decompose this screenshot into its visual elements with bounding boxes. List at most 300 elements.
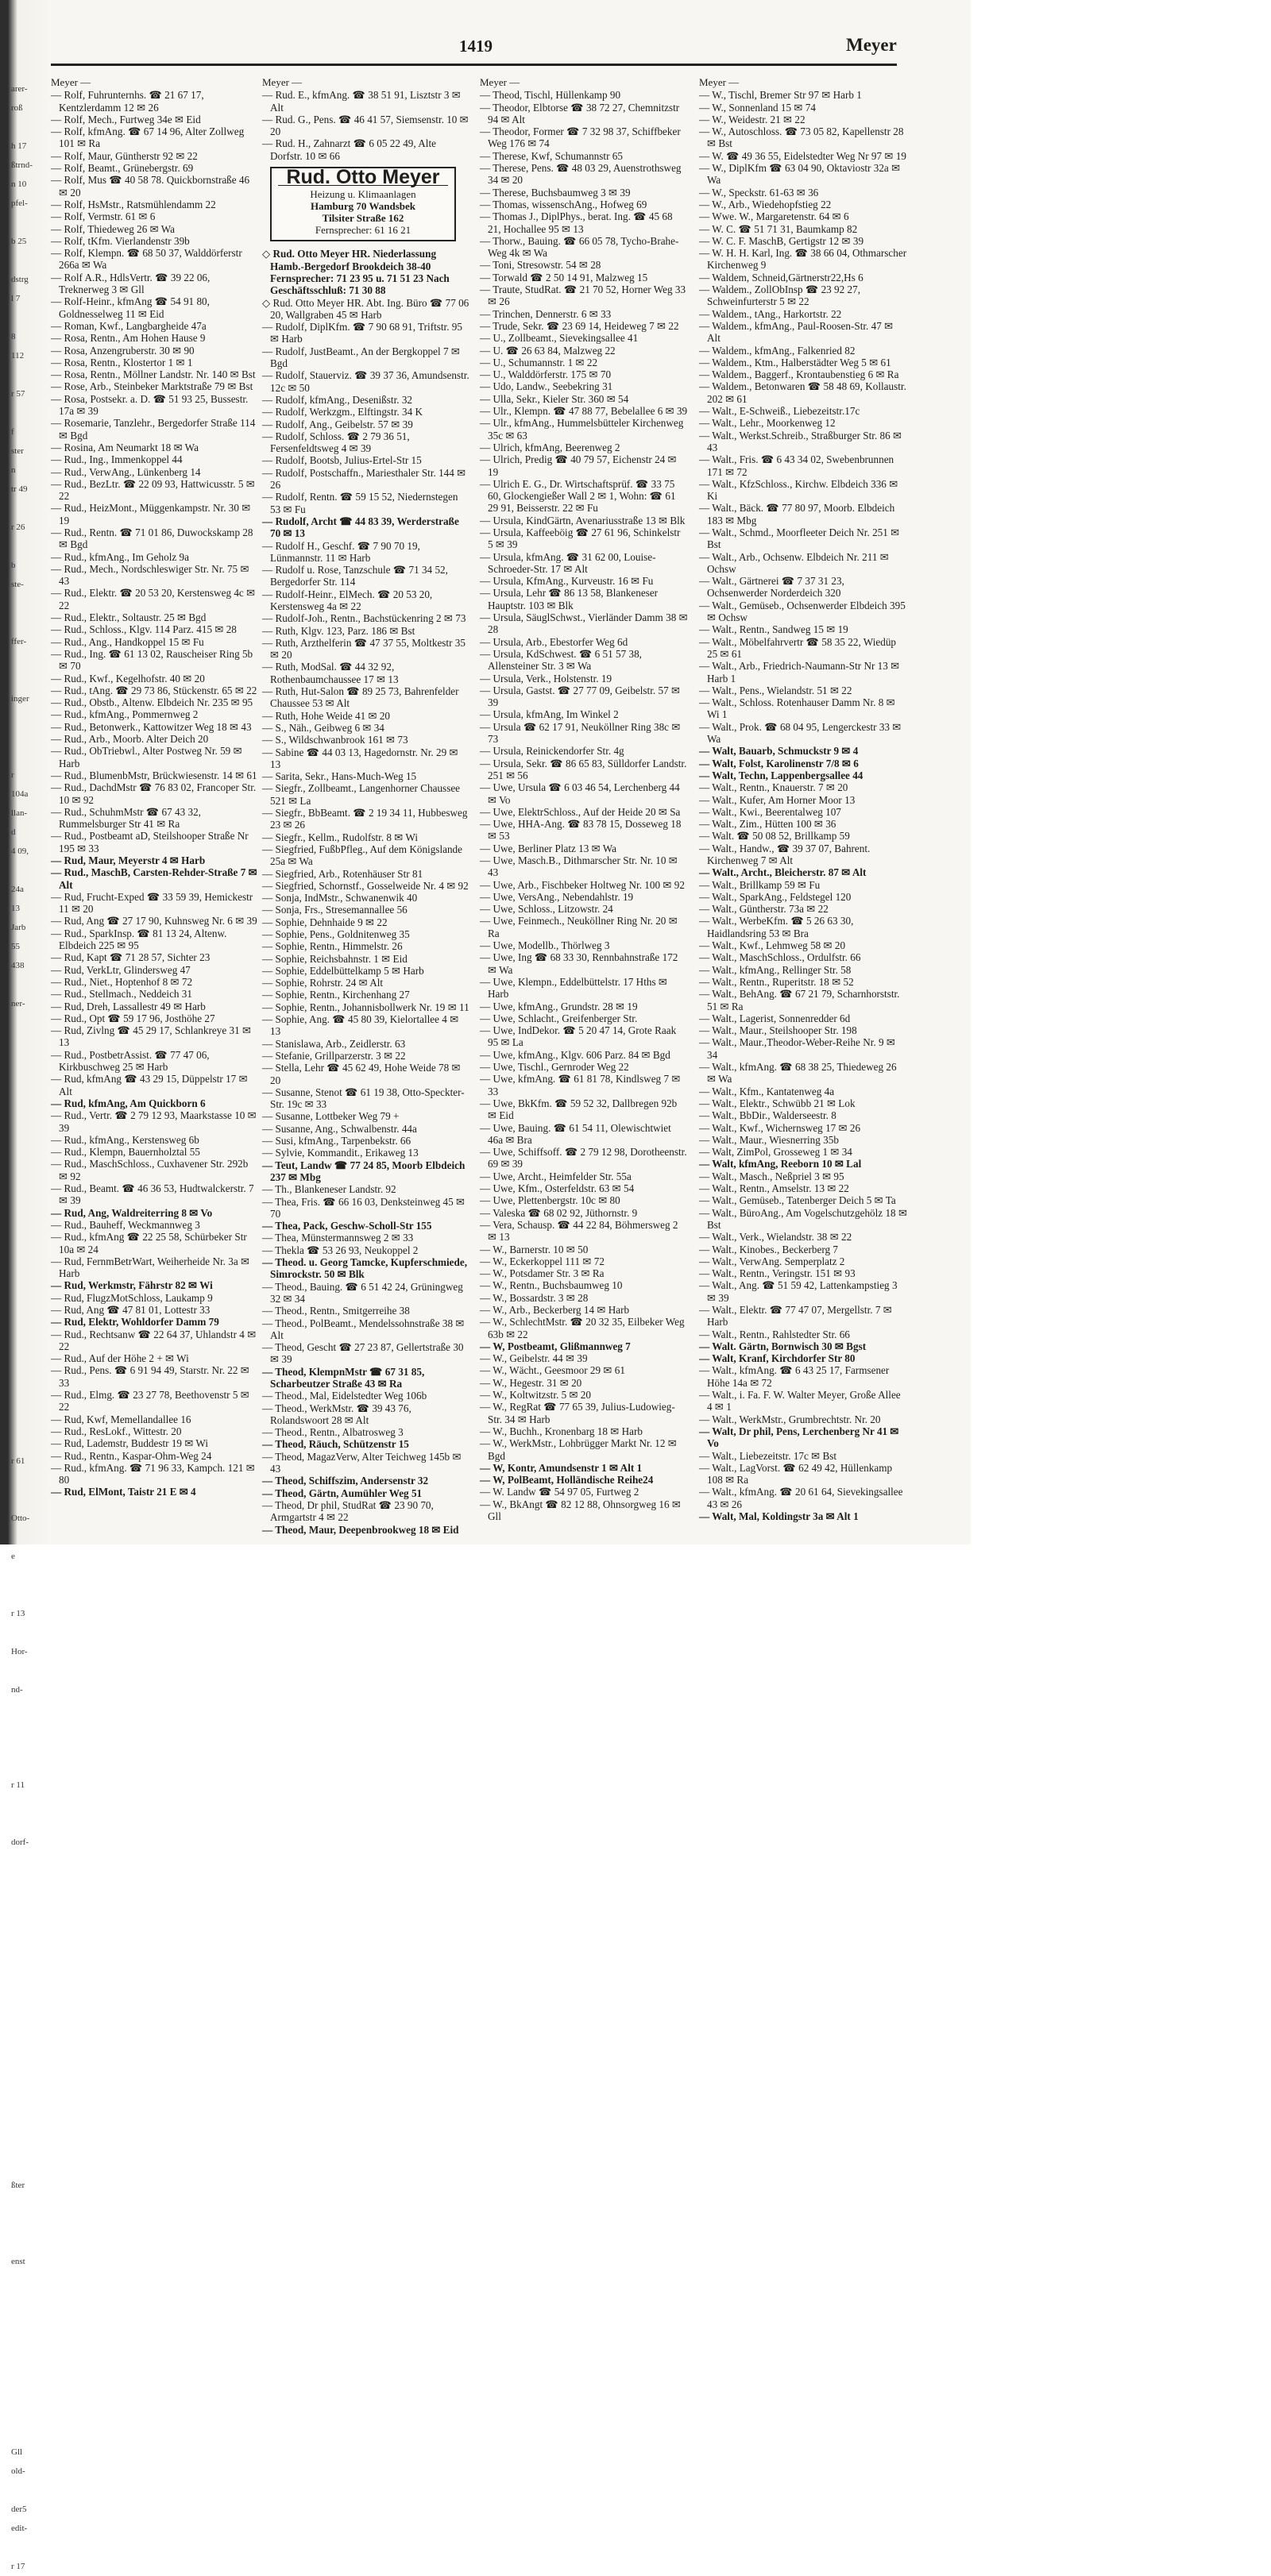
directory-entry: — Ulrich, Predig ☎ 40 79 57, Eichenstr 24 ✉ 19	[480, 453, 677, 478]
directory-entry: — Theod. u. Georg Tamcke, Kupferschmiede, Simrockstr. 50 ✉ Blk	[262, 1256, 468, 1281]
directory-entry: — Walt., Maur., Wiesnerring 35b	[699, 1133, 839, 1146]
directory-entry: — Ursula, Arb., Ebestorfer Weg 6d	[480, 635, 628, 648]
directory-entry: — Uwe, Feinmech., Neuköllner Ring Nr. 20 ✉ Ra	[480, 915, 678, 939]
directory-entry: — Thorw., Bauing. ☎ 66 05 78, Tycho-Brahe-Weg 4k ✉ Wa	[480, 234, 679, 260]
directory-entry: — Walt., Elektr., Schwübb 21 ✉ Lok	[699, 1097, 856, 1109]
gutter-fragment: r 17	[11, 2562, 25, 2571]
gutter-fragment: ßtrnd-	[11, 160, 33, 170]
gutter-fragment	[11, 2023, 49, 2042]
directory-entry: — Ulrich, kfmAng, Beerenweg 2	[480, 441, 620, 453]
directory-entry: — Ursula, Verk., Holstenstr. 19	[480, 672, 612, 684]
gutter-fragment: tr 49	[11, 484, 28, 494]
gutter-fragment: edit-	[11, 2524, 28, 2533]
directory-entry: — Waldem., kfmAng., Paul-Roosen-Str. 47 ✉ Alt	[699, 319, 894, 345]
directory-entry: — Rud., Stellmach., Neddeich 31	[51, 988, 192, 1001]
directory-entry: — Rudolf, DiplKfm. ☎ 7 90 68 91, Triftstr. 95 ✉ Harb	[262, 321, 462, 345]
gutter-fragment: l 7	[11, 294, 21, 303]
directory-entry: — Siegfr., Kellm., Rudolfstr. 8 ✉ Wi	[262, 831, 418, 843]
directory-entry: — Walt, Bauarb, Schmuckstr 9 ✉ 4	[699, 745, 859, 758]
directory-entry: — Valeska ☎ 68 02 92, Jüthornstr. 9	[480, 1206, 638, 1219]
directory-entry: — Rud., Niet., Hoptenhof 8 ✉ 72	[51, 975, 193, 988]
gutter-fragment	[11, 1185, 49, 1204]
directory-entry: — Therese, Kwf, Schumannstr 65	[480, 149, 623, 162]
directory-entry: — Rudolf, Ang., Geibelstr. 57 ✉ 39	[262, 418, 413, 430]
gutter-fragment	[11, 1490, 49, 1509]
gutter-fragment	[11, 1394, 49, 1413]
gutter-fragment	[11, 2404, 49, 2424]
column-head: Meyer —	[480, 76, 520, 88]
directory-entry: — Rosa, Postsekr. a. D. ☎ 51 93 25, Bussestr. 17a ✉ 39	[51, 392, 249, 418]
gutter-fragment	[11, 1623, 49, 1642]
directory-entry: — Walt., Lagerist, Sonnenredder 6d	[699, 1012, 851, 1024]
gutter-fragment	[11, 2233, 49, 2252]
gutter-fragment: r 57	[11, 389, 25, 399]
directory-entry: — Ruth, Hut-Salon ☎ 89 25 73, Bahrenfelder Chaussee 53 ✉ Alt	[262, 685, 459, 710]
directory-entry: — Ruth, Arzthelferin ☎ 47 37 55, Moltkestr 35 ✉ 20	[262, 636, 466, 661]
directory-entry: — Sophie, Pens., Goldnitenweg 35	[262, 928, 410, 940]
gutter-fragment	[11, 1147, 49, 1166]
directory-entry: — Rud., BezLtr. ☎ 22 09 93, Hattwicusstr. 5 ✉ 22	[51, 477, 255, 503]
gutter-fragment	[11, 1280, 49, 1299]
directory-entry: — Walt., Maur., Steilshooper Str. 198	[699, 1024, 857, 1037]
directory-entry: — Rud., ResLokf., Wittestr. 20	[51, 1425, 182, 1437]
directory-entry: — Waldem., ZollObInsp ☎ 23 92 27, Schweinfurterstr 5 ✉ 22	[699, 283, 861, 308]
binding-gutter	[0, 0, 49, 2571]
directory-entry: — Ursula, kfmAng, Im Winkel 2	[480, 708, 619, 721]
directory-entry: — Walt., WerbeKfm. ☎ 5 26 63 30, Haidlandsring 53 ✉ Bra	[699, 915, 854, 939]
column-2	[262, 76, 470, 1537]
gutter-fragment	[11, 1890, 49, 1909]
directory-entry: — Theod, Maur, Deepenbrookweg 18 ✉ Eid	[262, 1523, 459, 1536]
directory-entry: — S., Näh., Geibweg 6 ✉ 34	[262, 721, 384, 734]
directory-entry: — Walt. ☎ 50 08 52, Brillkamp 59	[699, 830, 850, 843]
directory-entry: — Walt, kfmAng, Reeborn 10 ✉ Lal	[699, 1158, 862, 1170]
directory-entry: — Walt., Möbelfahrvertr ☎ 58 35 22, Wiedüp 25 ✉ 61	[699, 635, 897, 660]
directory-entry: — Sylvie, Kommandit., Erikaweg 13	[262, 1147, 419, 1159]
directory-entry: — Sophie, Rohrstr. 24 ✉ Alt	[262, 977, 384, 989]
directory-entry: — Walt, Mal, Koldingstr 3a ✉ Alt 1	[699, 1510, 859, 1523]
gutter-fragment	[11, 251, 49, 270]
directory-entry: — Stefanie, Grillparzerstr. 3 ✉ 22	[262, 1049, 406, 1062]
directory-entry: — Walt., Gärtnerei ☎ 7 37 31 23, Ochsenwerder Norderdeich 320	[699, 575, 844, 600]
directory-entry: — Uwe, Berliner Platz 13 ✉ Wa	[480, 842, 616, 854]
directory-entry: — Walt., Rentn., Amselstr. 13 ✉ 22	[699, 1182, 849, 1195]
gutter-fragment	[11, 1070, 49, 1089]
directory-entry: — Ursula, KfmAng., Kurveustr. 16 ✉ Fu	[480, 575, 654, 588]
directory-entry: — Rolf A.R., HdlsVertr. ☎ 39 22 06, Treknerweg 3 ✉ Gll	[51, 271, 211, 296]
directory-entry: — Uwe, HHA-Ang. ☎ 83 78 15, Dosseweg 18 ✉ 53	[480, 818, 682, 843]
directory-entry: — Rolf-Heinr., kfmAng ☎ 54 91 80, Goldnesselweg 11 ✉ Eid	[51, 295, 210, 320]
directory-entry: — Walt, Folst, Karolinenstr 7/8 ✉ 6	[699, 757, 859, 769]
gutter-fragment	[11, 1242, 49, 1261]
directory-entry: — Rudolf-Heinr., ElMech. ☎ 20 53 20, Kerstensweg 4a ✉ 22	[262, 588, 433, 612]
gutter-fragment: enst	[11, 2257, 25, 2266]
gutter-fragment	[11, 403, 49, 422]
directory-entry: — W., Eckerkoppel 111 ✉ 72	[480, 1255, 605, 1267]
gutter-fragment	[11, 213, 49, 232]
directory-entry: — Ruth, ModSal. ☎ 44 32 92, Rothenbaumchaussee 17 ✉ 13	[262, 661, 399, 685]
directory-entry: — Rud, ElMont, Taistr 21 E ✉ 4	[51, 1486, 196, 1498]
directory-entry: — Rudolf, Archt ☎ 44 83 39, Werderstraße 70 ✉ 13	[262, 515, 459, 540]
gutter-fragment: n 10	[11, 179, 27, 189]
directory-entry: — W., Sonnenland 15 ✉ 74	[699, 101, 816, 114]
gutter-fragment	[11, 2119, 49, 2138]
directory-entry: — Walt., Arb., Friedrich-Naumann-Str Nr 13 ✉ Harb 1	[699, 660, 900, 684]
directory-entry: — Rudolf H., Geschf. ☎ 7 90 70 19, Lünmannstr. 11 ✉ Harb	[262, 539, 420, 564]
directory-entry: — Rud., tAng. ☎ 29 73 86, Stückenstr. 65 ✉ 22	[51, 684, 257, 696]
directory-entry: — Rud, Ang ☎ 47 81 01, Lottestr 33	[51, 1303, 211, 1316]
directory-entry: — Ursula, KindGärtn, Avenariusstraße 13 ✉ Blk	[480, 514, 686, 526]
directory-entry: — Rud., Rentn., Kaspar-Ohm-Weg 24	[51, 1449, 212, 1462]
directory-entry: — Walt., Rentn., Ruperitstr. 18 ✉ 52	[699, 975, 854, 988]
directory-entry: — Rud., Beamt. ☎ 46 36 53, Hudtwalckerstr. 7 ✉ 39	[51, 1182, 254, 1207]
directory-entry: — Walt., Kinobes., Beckerberg 7	[699, 1243, 838, 1255]
directory-entry: — Theod., Rentn., Smitgerreihe 38	[262, 1305, 410, 1317]
directory-entry: — Uwe, Schlacht., Greifenberger Str.	[480, 1012, 638, 1024]
directory-entry: — Udo, Landw., Seebekring 31	[480, 380, 613, 393]
directory-entry: — Theod, Dr phil, StudRat ☎ 23 90 70, Armgartstr 4 ✉ 22	[262, 1498, 434, 1524]
gutter-fragment	[11, 1528, 49, 1547]
directory-entry: — Walt., Kwf., Wichernsweg 17 ✉ 26	[699, 1121, 861, 1134]
gutter-fragment: 112	[11, 351, 25, 361]
directory-entry: — Walt., Kwi., Beerentalweg 107	[699, 805, 841, 818]
directory-entry: — Walt., Schmd., Moorfleeter Deich Nr. 251 ✉ Bst	[699, 526, 900, 551]
directory-entry: — Walt., SparkAng., Feldstegel 120	[699, 890, 852, 903]
directory-entry: — Stella, Lehr ☎ 45 62 49, Hohe Weide 78 ✉ 20	[262, 1062, 461, 1086]
directory-entry: — Sophie, Rentn., Johannisbollwerk Nr. 19 ✉ 11	[262, 1001, 469, 1013]
directory-entry: — Walt., Lehr., Moorkenweg 12	[699, 417, 836, 430]
gutter-fragment: r	[11, 770, 14, 780]
directory-entry: — Uwe, kfmAng., Grundstr. 28 ✉ 19	[480, 1000, 638, 1012]
directory-entry: — W., SchlechtMstr. ☎ 20 32 35, Eilbeker Weg 63b ✉ 22	[480, 1316, 685, 1340]
directory-entry: — Sophie, Reichsbahnstr. 1 ✉ Eid	[262, 952, 408, 965]
gutter-fragment	[11, 499, 49, 518]
directory-entry: — Waldem., Baggerf., Krontaubenstieg 6 ✉ Ra	[699, 368, 899, 381]
directory-entry: — Uwe, Archt., Heimfelder Str. 55a	[480, 1170, 632, 1182]
directory-entry: — Walt, ZimPol, Grosseweg 1 ✉ 34	[699, 1146, 852, 1159]
column-1	[51, 76, 259, 1537]
directory-entry: — Ruth, Hohe Weide 41 ✉ 20	[262, 709, 391, 722]
directory-entry: — Walt., KfzSchloss., Kirchw. Elbdeich 336 ✉ Ki	[699, 477, 898, 503]
gutter-fragment	[11, 1757, 49, 1776]
directory-entry: — Rosa, Rentn., Klostertor 1 ✉ 1	[51, 356, 193, 368]
gutter-fragment: 104a	[11, 789, 29, 799]
directory-entry: — Rud, kfmAng ☎ 43 29 15, Düppelstr 17 ✉ Alt	[51, 1073, 248, 1097]
directory-entry: — Uwe, kfmAng. ☎ 61 81 78, Kindlsweg 7 ✉ 33	[480, 1073, 681, 1097]
directory-entry: — W. ☎ 49 36 55, Eidelstedter Weg Nr 97 ✉ 19	[699, 149, 906, 162]
gutter-fragment	[11, 2538, 49, 2557]
directory-entry: — Theodor, Former ☎ 7 32 98 37, Schiffbeker Weg 176 ✉ 74	[480, 125, 681, 150]
directory-entry: — Ursula ☎ 62 17 91, Neuköllner Ring 38c ✉ 73	[480, 720, 681, 746]
directory-entry: — Walt., Ang. ☎ 51 59 42, Lattenkampstieg 3 ✉ 39	[699, 1279, 898, 1304]
gutter-fragment	[11, 1661, 49, 1680]
directory-entry: — Walt., E-Schweiß., Liebezeitstr.17c	[699, 405, 860, 418]
directory-entry: — Walt., Kfm., Kantatenweg 4a	[699, 1085, 835, 1097]
entry-list	[699, 89, 907, 1522]
directory-entry: — Uwe, Tischl., Gernroder Weg 22	[480, 1061, 629, 1074]
directory-entry: — Walt., Schloss. Rotenhauser Damm Nr. 8 ✉ Wi 1	[699, 696, 895, 721]
directory-entry: — Rud., SparkInsp. ☎ 81 13 24, Altenw. Elbdeich 225 ✉ 95	[51, 927, 227, 952]
directory-entry: — Rolf, Thiedeweg 26 ✉ Wa	[51, 222, 176, 235]
directory-entry: — Uwe, Plettenbergstr. 10c ✉ 80	[480, 1194, 620, 1207]
directory-entry: — Rud., Auf der Höhe 2 + ✉ Wi	[51, 1352, 189, 1365]
page-number: 1419	[459, 37, 493, 56]
directory-entry: — Wwe. W., Margaretenstr. 64 ✉ 6	[699, 210, 849, 223]
directory-entry: — Rudolf, JustBeamt., An der Bergkoppel 7 ✉ Bgd	[262, 345, 460, 370]
directory-entry: — Rolf, kfmAng. ☎ 67 14 96, Alter Zollweg 101 ✉ Ra	[51, 125, 245, 150]
directory-entry: — Walt., Archt., Bleicherstr. 87 ✉ Alt	[699, 866, 867, 879]
directory-entry: — Uwe, Arb., Fischbeker Holtweg Nr. 100 ✉ 92	[480, 878, 685, 891]
directory-entry: — Rose, Arb., Steinbeker Marktstraße 79 ✉ Bst	[51, 380, 253, 393]
directory-entry: — Rud, Kwf, Memellandallee 16	[51, 1413, 191, 1425]
directory-entry: — Rud., Mech., Nordschleswiger Str. Nr. 75 ✉ 43	[51, 562, 249, 588]
header-rule	[51, 64, 897, 66]
directory-entry: — Rudolf-Joh., Rentn., Bachstückenring 2 ✉ 73	[262, 612, 466, 625]
directory-entry: — Waldem., tAng., Harkortstr. 22	[699, 307, 842, 320]
directory-entry: — W. H. H. Karl, Ing. ☎ 38 66 04, Othmarscher Kirchenweg 9	[699, 247, 907, 272]
gutter-fragment	[11, 537, 49, 556]
directory-entry: — Rud., MaschB, Carsten-Rehder-Straße 7 ✉ Alt	[51, 866, 257, 891]
column-4	[699, 76, 907, 1537]
directory-entry: — W., Wächt., Geesmoor 29 ✉ 61	[480, 1364, 625, 1377]
gutter-fragment	[11, 670, 49, 689]
gutter-fragment: der5	[11, 2505, 27, 2514]
gutter-fragment	[11, 727, 49, 746]
gutter-fragment: inger	[11, 694, 29, 704]
directory-entry: — Walt., Rentn., Sandweg 15 ✉ 19	[699, 623, 848, 636]
directory-entry: — Rud, Lademstr, Buddestr 19 ✉ Wi	[51, 1437, 209, 1450]
directory-entry: — Rudolf, kfmAng., Desenißstr. 32	[262, 393, 413, 406]
directory-entry: — Walt., BbDir., Walderseestr. 8	[699, 1109, 836, 1122]
directory-entry: — Rud., kfmAng. ☎ 71 96 33, Kampch. 121 ✉ 80	[51, 1461, 255, 1487]
column-head: Meyer —	[262, 76, 303, 88]
gutter-fragment	[11, 2061, 49, 2080]
gutter-fragment: b 25	[11, 237, 27, 246]
gutter-fragment: Otto-	[11, 1514, 30, 1523]
directory-entry: — Rud., Elmg. ☎ 23 27 78, Beethovenstr 5 ✉ 22	[51, 1389, 249, 1413]
directory-entry: — Walt, Techn, Lappenbergsallee 44	[699, 769, 863, 781]
directory-entry: — Ursula, Reinickendorfer Str. 4g	[480, 745, 624, 758]
advertisement-box	[270, 167, 456, 241]
directory-entry: — W., Arb., Wiedehopfstieg 22	[699, 198, 832, 210]
directory-entry: — Rud, FernmBetrWart, Weiherheide Nr. 3a ✉ Harb	[51, 1255, 250, 1280]
directory-entry: — Theod, Gärtn, Aumühler Weg 51	[262, 1487, 423, 1499]
directory-entry: — Rud., PostbetrAssist. ☎ 77 47 06, Kirkbuschweg 25 ✉ Harb	[51, 1048, 210, 1074]
gutter-fragment: ßter	[11, 2181, 25, 2190]
gutter-fragment: Jarb	[11, 923, 26, 932]
directory-entry: — U., Zollbeamt., Sievekingsallee 41	[480, 332, 639, 345]
directory-entry: — Rolf, Maur, Güntherstr 92 ✉ 22	[51, 149, 198, 162]
directory-entry: — Siegfr., Zollbeamt., Langenhorner Chaussee 521 ✉ La	[262, 782, 461, 807]
gutter-fragment	[11, 2290, 49, 2309]
gutter-fragment	[11, 1337, 49, 1356]
directory-entry: — Siegfried, Arb., Rotenhäuser Str 81	[262, 867, 423, 880]
directory-entry: — Rud., kfmAng., Kerstensweg 6b	[51, 1133, 199, 1146]
directory-entry: — Rud., kfmAng ☎ 22 25 58, Schürbeker Str 10a ✉ 24	[51, 1231, 247, 1255]
directory-entry: — Uwe, Schloss., Litzowstr. 24	[480, 903, 613, 916]
directory-entry: — Trinchen, Dennerstr. 6 ✉ 33	[480, 307, 612, 320]
gutter-fragment	[11, 861, 49, 880]
directory-entry: — Sonja, Frs., Stresemannallee 56	[262, 904, 408, 916]
ad-line: Hamburg 70 Wandsbek	[311, 200, 415, 213]
directory-entry: — Thea, Fris. ☎ 66 16 03, Denksteinweg 45 ✉ 70	[262, 1195, 466, 1220]
gutter-fragment	[11, 1871, 49, 1890]
directory-entry: — Rud., ObTriebwl., Alter Postweg Nr. 59 ✉ Harb	[51, 745, 242, 769]
directory-entry: — Theod., Rentn., Albatrosweg 3	[262, 1426, 404, 1439]
gutter-fragment	[11, 1166, 49, 1185]
directory-entry: — Rudolf, Postschaffn., Mariesthaler Str. 144 ✉ 26	[262, 466, 466, 492]
directory-entry: — Rud, Werkmstr, Fährstr 82 ✉ Wi	[51, 1279, 213, 1292]
gutter-fragment: 24a	[11, 885, 24, 894]
directory-entry: — Theod., Bauing. ☎ 6 51 42 24, Grüningweg 32 ✉ 34	[262, 1280, 463, 1305]
directory-entry: — Walt., MaschSchloss., Ordulfstr. 66	[699, 951, 861, 964]
directory-entry: — Sophie, Eddelbüttelkamp 5 ✉ Harb	[262, 964, 424, 977]
directory-entry: — Trude, Sekr. ☎ 23 69 14, Heideweg 7 ✉ 22	[480, 319, 679, 332]
gutter-fragment	[11, 1585, 49, 1604]
directory-entry: — Uwe, kfmAng., Klgv. 606 Parz. 84 ✉ Bgd	[480, 1048, 670, 1061]
gutter-fragment: dstrg	[11, 275, 29, 284]
directory-entry: — Uwe, BkKfm. ☎ 59 52 32, Dallbregen 92b ✉ Eid	[480, 1097, 678, 1122]
directory-entry: — Sophie, Rentn., Kirchenhang 27	[262, 989, 410, 1001]
gutter-fragment	[11, 2157, 49, 2176]
entry-list	[51, 89, 259, 1498]
directory-entry: — Rud., Pens. ☎ 6 91 94 49, Starstr. Nr. 22 ✉ 33	[51, 1364, 249, 1389]
gutter-fragment	[11, 1128, 49, 1147]
directory-entry: — Rud., SchuhmMstr ☎ 67 43 32, Rummelsburger Str 41 ✉ Ra	[51, 805, 201, 831]
directory-entry: — Theod, Schiffszim, Andersenstr 32	[262, 1475, 429, 1487]
directory-entry: — W., RegRat ☎ 77 65 39, Julius-Ludowieg-Str. 34 ✉ Harb	[480, 1401, 675, 1425]
column-3	[480, 76, 688, 1537]
gutter-fragment: f	[11, 427, 14, 437]
entry-list	[480, 89, 688, 1522]
gutter-fragment: r 26	[11, 523, 25, 532]
gutter-fragment: arer-	[11, 84, 28, 94]
directory-entry: — Uwe, Klempn., Eddelbüttelstr. 17 Hths ✉ Harb	[480, 975, 667, 1001]
directory-entry: — Rolf, Mech., Furtweg 34e ✉ Eid	[51, 113, 201, 125]
gutter-fragment	[11, 1375, 49, 1394]
gutter-fragment: r 11	[11, 1780, 25, 1790]
directory-entry: — Walt., Bäck. ☎ 77 80 97, Moorb. Elbdeich 183 ✉ Mbg	[699, 502, 895, 526]
gutter-fragment	[11, 2481, 49, 2500]
directory-entry: — Susi, kfmAng., Tarpenbekstr. 66	[262, 1135, 411, 1147]
directory-entry: — Theod., PolBeamt., Mendelssohnstraße 38 ✉ Alt	[262, 1317, 465, 1341]
directory-entry: — Rud, Ang, Waldreiterring 8 ✉ Vo	[51, 1206, 213, 1219]
directory-entry: — W. Landw ☎ 54 97 05, Furtweg 2	[480, 1486, 639, 1498]
gutter-fragment	[11, 1433, 49, 1452]
directory-entry: — W., DiplKfm ☎ 63 04 90, Oktaviostr 32a ✉ Wa	[699, 162, 901, 187]
directory-entry: — Uwe, Ursula ☎ 6 03 46 54, Lerchenberg 44 ✉ Vo	[480, 781, 680, 806]
gutter-fragment: 4 09,	[11, 846, 29, 856]
gutter-fragment: 13	[11, 904, 20, 913]
directory-entry: — Waldem., kfmAng., Falkenried 82	[699, 344, 856, 357]
directory-entry: — Rosa, Rentn., Am Hohen Hause 9	[51, 332, 206, 345]
directory-entry: — Rudolf, Werkzgm., Elftingstr. 34 K	[262, 406, 423, 418]
gutter-fragment	[11, 2309, 49, 2328]
directory-entry: — W., Koltwitzstr. 5 ✉ 20	[480, 1389, 591, 1402]
directory-entry: — Rud., HeizMont., Müggenkampstr. Nr. 30 ✉ 19	[51, 502, 251, 526]
gutter-fragment: n	[11, 465, 16, 475]
directory-entry: — Rudolf, Bootsb, Julius-Ertel-Str 15	[262, 454, 422, 467]
gutter-fragment	[11, 1909, 49, 1928]
directory-entry: — Uwe, VersAng., Nebendahlstr. 19	[480, 890, 634, 903]
directory-entry: — Rud., Elektr. ☎ 20 53 20, Kerstensweg 4c ✉ 22	[51, 587, 256, 611]
directory-entry: — Theod, Gescht ☎ 27 23 87, Gellertstraße 30 ✉ 39	[262, 1341, 464, 1366]
directory-entry: — Walt., Elektr. ☎ 77 47 07, Mergellstr. 7 ✉ Harb	[699, 1303, 892, 1328]
directory-entry: — Ulr., Klempn. ☎ 47 88 77, Bebelallee 6 ✉ 39	[480, 405, 688, 418]
gutter-fragment	[11, 1109, 49, 1128]
directory-entry: — Ursula, kfmAng. ☎ 31 62 00, Louise-Schroeder-Str. 17 ✉ Alt	[480, 550, 656, 575]
directory-entry: — Uwe, Ing ☎ 68 33 30, Rennbahnstraße 172 ✉ Wa	[480, 951, 678, 976]
gutter-fragment	[11, 1261, 49, 1280]
directory-entry: — Uwe, Schiffsoff. ☎ 2 79 12 98, Dorotheenstr. 69 ✉ 39	[480, 1146, 687, 1170]
directory-entry: — Rud, Ang ☎ 27 17 90, Kuhnsweg Nr. 6 ✉ 39	[51, 915, 257, 927]
gutter-fragment: Hor-	[11, 1647, 28, 1656]
directory-entry: — Theod., Mal, Eidelstedter Weg 106b	[262, 1390, 427, 1402]
gutter-fragment	[11, 365, 49, 384]
directory-entry: — Rud. G., Pens. ☎ 46 41 57, Siemsenstr. 10 ✉ 20	[262, 113, 469, 138]
gutter-fragment	[11, 594, 49, 613]
directory-entry: — Rudolf, Stauerviz. ☎ 39 37 36, Amundsenstr. 12c ✉ 50	[262, 369, 469, 394]
directory-entry: — Theod, Räuch, Schützenstr 15	[262, 1438, 409, 1451]
directory-entry: — Rud., Elektr., Soltaustr. 25 ✉ Bgd	[51, 611, 207, 624]
directory-entry: — W. C. F. MaschB, Gertigstr 12 ✉ 39	[699, 234, 864, 247]
directory-entry: — Uwe, IndDekor. ☎ 5 20 47 14, Grote Raak 95 ✉ La	[480, 1024, 677, 1049]
gutter-fragment	[11, 1737, 49, 1757]
directory-entry: — Rud, Frucht-Exped ☎ 33 59 39, Hemickestr 11 ✉ 20	[51, 890, 253, 916]
directory-entry: — Sophie, Ang. ☎ 45 80 39, Kielortallee 4 ✉ 13	[262, 1013, 459, 1038]
gutter-fragment	[11, 2271, 49, 2290]
directory-entry: — Rud., DachdMstr ☎ 76 83 02, Francoper Str. 10 ✉ 92	[51, 781, 257, 806]
directory-entry: — Rud, kfmAng, Am Quickborn 6	[51, 1097, 206, 1109]
directory-entry: — W, Postbeamt, Glißmannweg 7	[480, 1340, 631, 1352]
gutter-fragment	[11, 1947, 49, 1966]
directory-entry: — Ursula, Lehr ☎ 86 13 58, Blankeneser Hauptstr. 103 ✉ Blk	[480, 587, 659, 611]
directory-entry: — Walt., kfmAng., Rellinger Str. 58	[699, 963, 852, 976]
gutter-fragment	[11, 613, 49, 632]
gutter-fragment	[11, 1985, 49, 2004]
gutter-fragment	[11, 1928, 49, 1947]
gutter-fragment	[11, 1204, 49, 1223]
directory-entry: — Ursula, SäuglSchwst., Vierländer Damm 38 ✉ 28	[480, 611, 688, 636]
directory-entry: — Rud., Klempn, Bauernholztal 55	[51, 1146, 200, 1159]
directory-entry: — W, PolBeamt, Holländische Reihe24	[480, 1474, 654, 1487]
directory-entry: — Rud., Opt ☎ 59 17 96, Josthöhe 27	[51, 1012, 215, 1024]
directory-entry: — W., Buchh., Kronenbarg 18 ✉ Harb	[480, 1425, 643, 1437]
directory-entry: — Rud., Schloss., Klgv. 114 Parz. 415 ✉ 28	[51, 623, 237, 636]
directory-entry: — Sophie, Dehnhaide 9 ✉ 22	[262, 916, 388, 928]
gutter-fragment: ste-	[11, 580, 24, 589]
gutter-fragment: old-	[11, 2466, 25, 2476]
directory-entry: — Ulla, Sekr., Kieler Str. 360 ✉ 54	[480, 392, 629, 405]
directory-entry: — Therese, Buchsbaumweg 3 ✉ 39	[480, 186, 631, 199]
directory-entry: — Walt., Gemüseb., Tatenberger Deich 5 ✉ Ta	[699, 1194, 896, 1207]
gutter-fragment	[11, 2347, 49, 2366]
directory-entry: ◇ Rud. Otto Meyer HR. Niederlassung Hamb.-Bergedorf Brookdeich 38-40 Fernsprecher: 71 23 95 u. 71 51 23 Nach Geschäftsschluß: 71 30 88	[262, 248, 450, 297]
gutter-fragment: b	[11, 561, 16, 570]
directory-entry: — W., Tischl, Bremer Str 97 ✉ Harb 1	[699, 89, 862, 102]
directory-entry: — Siegfr., BbBeamt. ☎ 2 19 34 11, Hubbesweg 23 ✉ 26	[262, 807, 468, 831]
directory-entry: — W., Hegestr. 31 ✉ 20	[480, 1376, 582, 1389]
directory-entry: — W., WerkMstr., Lohbrügger Markt Nr. 12 ✉ Bgd	[480, 1437, 677, 1462]
directory-entry: — Walt., Gemüseb., Ochsenwerder Elbdeich 395 ✉ Ochsw	[699, 599, 906, 624]
directory-entry: — Walt., Zim., Hütten 100 ✉ 36	[699, 818, 836, 831]
directory-entry: — Rudolf, Schloss. ☎ 2 79 36 51, Fersenfeldtsweg 4 ✉ 39	[262, 430, 410, 455]
directory-entry: — Rolf, Vermstr. 61 ✉ 6	[51, 210, 156, 223]
directory-entry: — Theod., WerkMstr. ☎ 39 43 76, Rolandswoort 28 ✉ Alt	[262, 1402, 411, 1426]
gutter-fragment	[11, 2100, 49, 2119]
gutter-fragment	[11, 1718, 49, 1737]
directory-entry: — Ursula, Kaffeeböig ☎ 27 61 96, Schinkelstr 5 ✉ 39	[480, 526, 681, 551]
